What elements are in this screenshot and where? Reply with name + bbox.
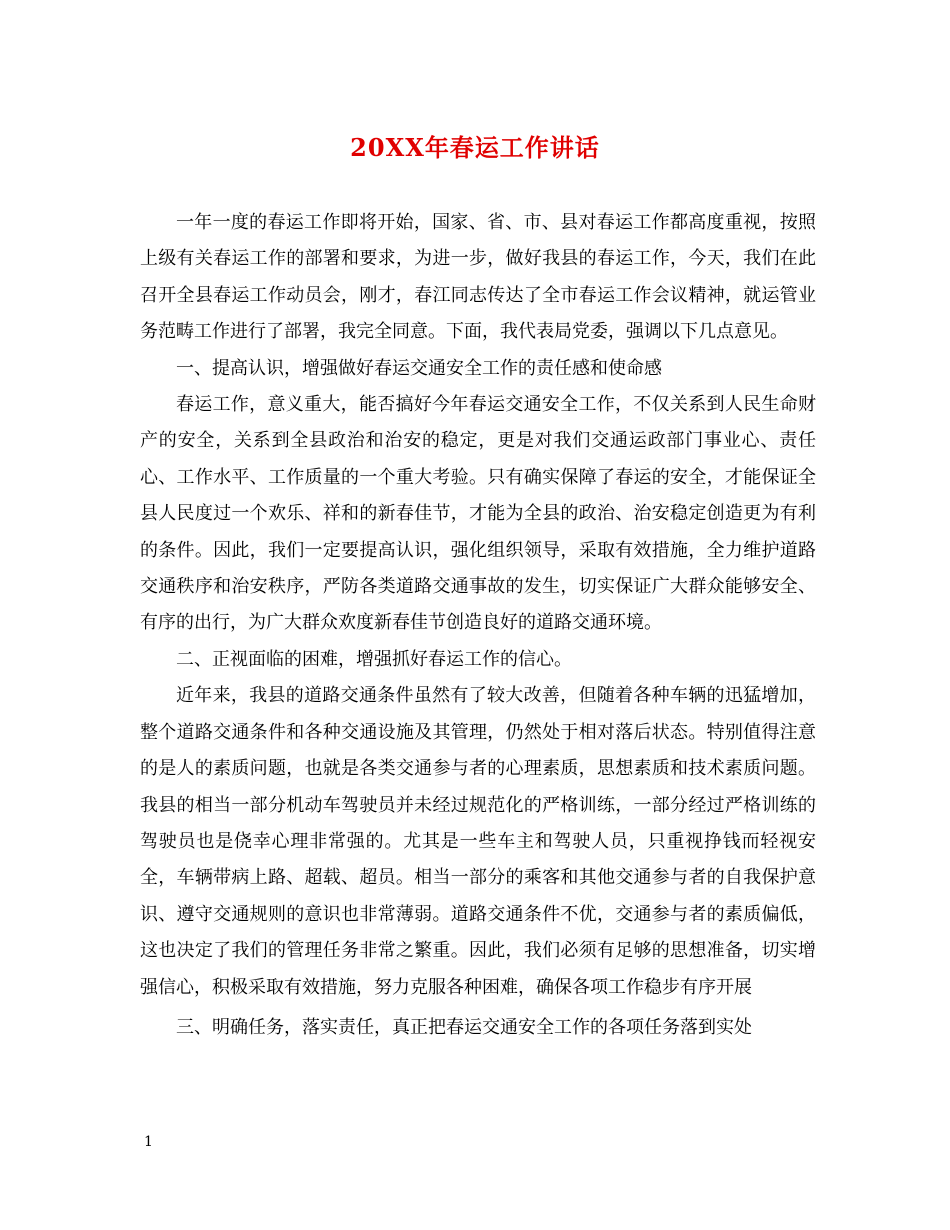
section-heading-2: 二、正视面临的困难，增强抓好春运工作的信心。 — [176, 648, 572, 670]
section-heading-1: 一、提高认识，增强做好春运交通安全工作的责任感和使命感 — [176, 357, 662, 379]
intro-paragraph: 一年一度的春运工作即将开始，国家、省、市、县对春运工作都高度重视，按照上级有关春运工作的部署和要求，为进一步，做好我县的春运工作，今天，我们在此召开全县春运工作动员会，刚才，春江同志传达了全市春运工作会议精神，就运管业务范畴工作进行了部署，我完全同意。下面，我代表局党委，强调以下几点意见。 — [140, 212, 816, 343]
document-body — [140, 205, 816, 1046]
section-2-paragraph: 近年来，我县的道路交通条件虽然有了较大改善，但随着各种车辆的迅猛增加，整个道路交通条件和各种交通设施及其管理，仍然处于相对落后状态。特别值得注意的是人的素质问题，也就是各类交通参与者的心理素质，思想素质和技术素质问题。我县的相当一部分机动车驾驶员并未经过规范化的严格训练，一部分经过严格训练的驾驶员也是侥幸心理非常强的。尤其是一些车主和驾驶人员，只重视挣钱而轻视安全，车辆带病上路、超载、超员。相当一部分的乘客和其他交通参与者的自我保护意识、遵守交通规则的意识也非常薄弱。道路交通条件不优，交通参与者的素质偏低，这也决定了我们的管理任务非常之繁重。因此，我们必须有足够的思想准备，切实增强信心，积极采取有效措施，努力克服各种困难，确保各项工作稳步有序开展 — [140, 685, 816, 998]
section-heading-3: 三、明确任务，落实责任，真正把春运交通安全工作的各项任务落到实处 — [176, 1016, 752, 1038]
page-number: 1 — [144, 1134, 153, 1150]
section-1-paragraph: 春运工作，意义重大，能否搞好今年春运交通安全工作，不仅关系到人民生命财产的安全，关系到全县政治和治安的稳定，更是对我们交通运政部门事业心、责任心、工作水平、工作质量的一个重大考验。只有确实保障了春运的安全，才能保证全县人民度过一个欢乐、祥和的新春佳节，才能为全县的政治、治安稳定创造更为有利的条件。因此，我们一定要提高认识，强化组织领导，采取有效措施，全力维护道路交通秩序和治安秩序，严防各类道路交通事故的发生，切实保证广大群众能够安全、有序的出行，为广大群众欢度新春佳节创造良好的道路交通环境。 — [140, 394, 816, 634]
document-title: 20XX年春运工作讲话 — [350, 133, 600, 162]
